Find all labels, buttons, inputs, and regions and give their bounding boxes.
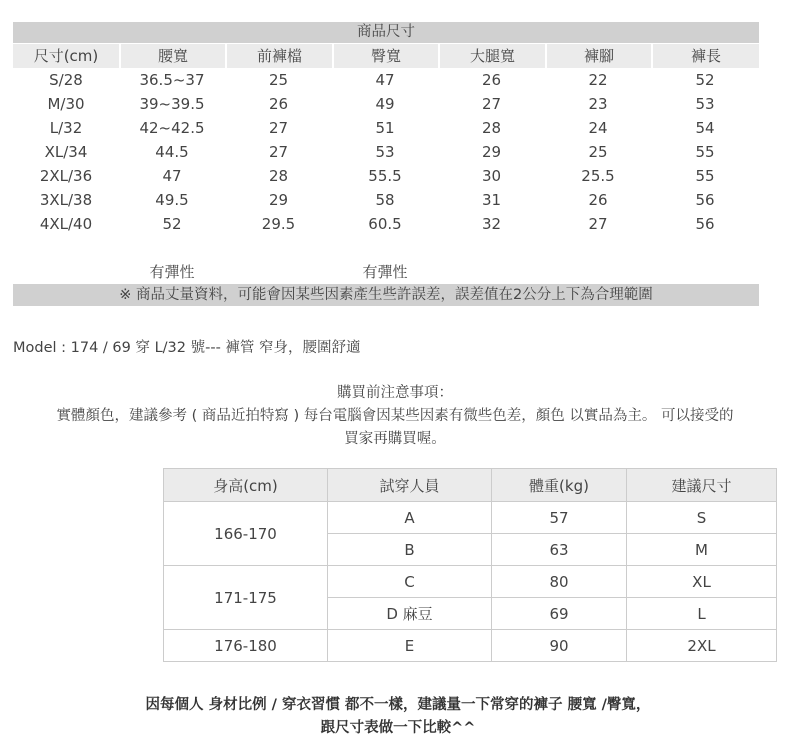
size-cell: 52 bbox=[162, 215, 182, 233]
elastic-note bbox=[225, 260, 332, 284]
size-cell: 26 bbox=[481, 71, 502, 89]
size-cell: 25 bbox=[588, 143, 608, 161]
size-row bbox=[13, 92, 759, 116]
size-cell: 4XL/40 bbox=[39, 215, 93, 233]
size-cell: 44.5 bbox=[155, 143, 189, 161]
size-cell: 30 bbox=[481, 167, 502, 185]
elastic-note bbox=[651, 260, 759, 284]
size-cell: 23 bbox=[588, 95, 608, 113]
size-cell: 28 bbox=[481, 119, 502, 137]
footer-advice-line1: 因每個人 身材比例 / 穿衣習慣 都不一樣，建議量一下常穿的褲子 腰寬 /臀寬， bbox=[145, 697, 651, 713]
tester-cell: E bbox=[328, 630, 492, 662]
size-chart bbox=[13, 22, 759, 306]
size-cell: 52 bbox=[695, 71, 715, 89]
fitting-row bbox=[164, 566, 777, 598]
size-cell: 47 bbox=[375, 71, 395, 89]
header-waist: 腰寬 bbox=[119, 44, 225, 68]
size-cell: 51 bbox=[375, 119, 395, 137]
size-cell: 56 bbox=[695, 191, 715, 209]
size-row bbox=[13, 188, 759, 212]
size-cell: 53 bbox=[375, 143, 395, 161]
header-length: 褲長 bbox=[651, 44, 759, 68]
notice-text-line2: 買家再購買喔。 bbox=[344, 431, 446, 447]
header-hip: 臀寬 bbox=[332, 44, 438, 68]
size-row bbox=[13, 164, 759, 188]
model-info: Model : 174 / 69 穿 L/32 號--- 褲管 窄身，腰圍舒適 bbox=[13, 340, 361, 356]
header-suggested-size: 建議尺寸 bbox=[627, 469, 777, 502]
fitting-table bbox=[163, 468, 777, 662]
size-cell: 29 bbox=[268, 191, 289, 209]
size-row bbox=[13, 116, 759, 140]
tester-cell: C bbox=[328, 566, 492, 598]
size-cell: 55 bbox=[695, 167, 715, 185]
suggested-size-cell: S bbox=[627, 502, 777, 534]
header-front-rise: 前褲檔 bbox=[225, 44, 332, 68]
elastic-note bbox=[545, 260, 651, 284]
size-cell: 56 bbox=[695, 215, 715, 233]
size-cell: 26 bbox=[588, 191, 608, 209]
size-cell: 28 bbox=[268, 167, 289, 185]
size-row bbox=[13, 140, 759, 164]
size-cell: 53 bbox=[695, 95, 715, 113]
header-tester: 試穿人員 bbox=[328, 469, 492, 502]
header-thigh: 大腿寬 bbox=[438, 44, 545, 68]
elastic-note: 有彈性 bbox=[149, 263, 195, 281]
footer-advice-line2: 跟尺寸表做一下比較^^ bbox=[320, 720, 476, 736]
weight-cell: 63 bbox=[492, 534, 627, 566]
size-cell: 36.5~37 bbox=[139, 71, 205, 89]
size-cell: 60.5 bbox=[368, 215, 402, 233]
elastic-note: 有彈性 bbox=[362, 263, 408, 281]
suggested-size-cell: L bbox=[627, 598, 777, 630]
fitting-row bbox=[164, 630, 777, 662]
measurement-disclaimer: ※ 商品丈量資料，可能會因某些因素產生些許誤差，誤差值在2公分上下為合理範圍 bbox=[13, 284, 759, 306]
size-cell: 2XL/36 bbox=[39, 167, 93, 185]
size-cell: 26 bbox=[268, 95, 289, 113]
tester-cell: A bbox=[328, 502, 492, 534]
size-row bbox=[13, 212, 759, 236]
size-cell: S/28 bbox=[49, 71, 83, 89]
size-cell: 27 bbox=[588, 215, 608, 233]
suggested-size-cell: M bbox=[627, 534, 777, 566]
size-cell: 24 bbox=[588, 119, 608, 137]
size-cell: 27 bbox=[268, 143, 289, 161]
size-cell: L/32 bbox=[49, 119, 83, 137]
size-cell: 3XL/38 bbox=[39, 191, 93, 209]
size-chart-body bbox=[13, 68, 759, 236]
size-cell: 55.5 bbox=[368, 167, 402, 185]
size-cell: 29.5 bbox=[261, 215, 296, 233]
header-size: 尺寸(cm) bbox=[33, 47, 99, 65]
size-chart-title: 商品尺寸 bbox=[13, 22, 759, 43]
size-cell: 29 bbox=[481, 143, 502, 161]
weight-cell: 57 bbox=[492, 502, 627, 534]
fitting-row bbox=[164, 502, 777, 534]
size-chart-header bbox=[13, 43, 759, 68]
size-cell: 58 bbox=[375, 191, 395, 209]
suggested-size-cell: XL bbox=[627, 566, 777, 598]
header-hem: 褲腳 bbox=[545, 44, 651, 68]
size-cell: 42~42.5 bbox=[139, 119, 205, 137]
size-cell: 25.5 bbox=[581, 167, 615, 185]
size-cell: 32 bbox=[481, 215, 502, 233]
size-cell: 31 bbox=[481, 191, 502, 209]
weight-cell: 69 bbox=[492, 598, 627, 630]
size-cell: 39~39.5 bbox=[139, 95, 205, 113]
header-height: 身高(cm) bbox=[164, 469, 328, 502]
size-cell: 49.5 bbox=[155, 191, 189, 209]
fitting-table-header bbox=[164, 469, 777, 502]
size-cell: 25 bbox=[268, 71, 289, 89]
tester-cell: D 麻豆 bbox=[328, 598, 492, 630]
weight-cell: 90 bbox=[492, 630, 627, 662]
tester-cell: B bbox=[328, 534, 492, 566]
size-row bbox=[13, 68, 759, 92]
size-cell: 55 bbox=[695, 143, 715, 161]
size-cell: 22 bbox=[588, 71, 608, 89]
height-range-cell: 176-180 bbox=[164, 630, 328, 662]
header-weight: 體重(kg) bbox=[492, 469, 627, 502]
height-range-cell: 171-175 bbox=[164, 566, 328, 630]
size-cell: 49 bbox=[375, 95, 395, 113]
elastic-note bbox=[13, 260, 119, 284]
elastic-notes-row bbox=[13, 260, 759, 284]
size-cell: 54 bbox=[695, 119, 715, 137]
size-cell: 27 bbox=[481, 95, 502, 113]
elastic-note bbox=[438, 260, 545, 284]
size-cell: M/30 bbox=[47, 95, 85, 113]
size-cell: XL/34 bbox=[44, 143, 88, 161]
notice-text-line1: 實體顏色，建議參考 ( 商品近拍特寫 ) 每台電腦會因某些因素有微些色差，顏色 以實品為主。 可以接受的 bbox=[56, 408, 734, 424]
suggested-size-cell: 2XL bbox=[627, 630, 777, 662]
size-cell: 27 bbox=[268, 119, 289, 137]
notice-title: 購買前注意事項： bbox=[337, 385, 453, 401]
height-range-cell: 166-170 bbox=[164, 502, 328, 566]
weight-cell: 80 bbox=[492, 566, 627, 598]
size-cell: 47 bbox=[162, 167, 182, 185]
